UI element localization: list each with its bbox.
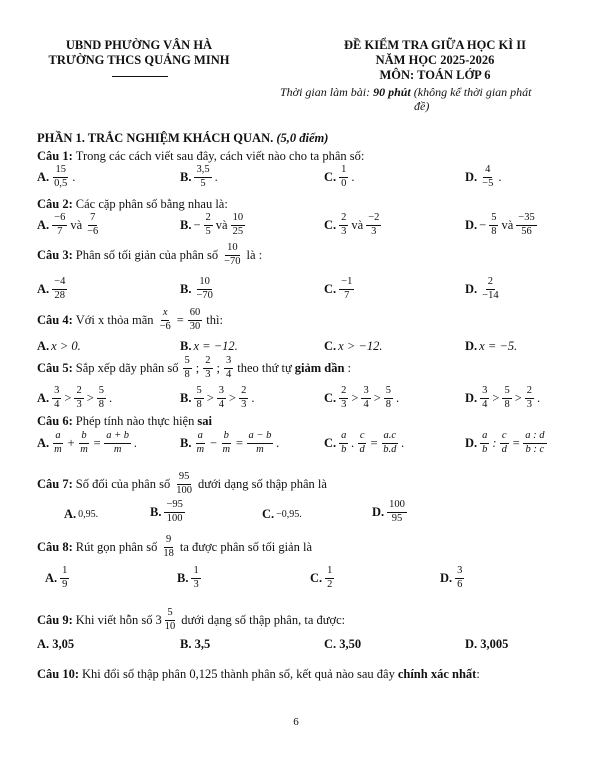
q7-option-c[interactable]: C. −0,95. [262,507,302,521]
q5-option-b[interactable]: B. $\frac{5}{8}$ > $\frac{3}{4}$ > $\frac{2}{3}$ . [180,385,255,410]
q9-option-b[interactable]: B. 3,5 [180,637,211,651]
q3-option-a[interactable]: A. $\frac{-4}{28}$ [37,276,66,301]
header-divider [112,76,168,77]
subject: MÔN: TOÁN LỚP 6 [379,68,491,82]
question-3: Câu 3: Phân số tối giản của phân số $\frac{10}{-70}$ là : [37,242,263,267]
question-5: Câu 5: Sắp xếp dãy phân số $\frac{5}{8}$ ; $\frac{2}{3}$ ; $\frac{3}{4}$ theo thứ tự giảm dần : [37,355,351,380]
question-6: Câu 6: Phép tính nào thực hiện sai [37,414,212,428]
exam-duration-cont: đề) [414,99,430,113]
q9-option-a[interactable]: A. 3,05 [37,637,75,651]
q4-option-b[interactable]: B. x = −12. [180,339,238,353]
q1-option-a[interactable]: A. $\frac{15}{0,5}$ . [37,164,76,189]
question-4: Câu 4: Với x thỏa mãn $\frac{x}{-6}$ = $\frac{60}{30}$ thì: [37,307,223,332]
q9-option-d[interactable]: D. 3,005 [465,637,509,651]
q2-option-c[interactable]: C. $\frac{2}{3}$ và $\frac{-2}{3}$ [324,212,380,237]
question-2: Câu 2: Các cặp phân số bằng nhau là: [37,197,228,211]
page-number: 6 [293,716,299,728]
q1-option-b[interactable]: B. $\frac{3,5}{5}$ . [180,164,218,189]
q4-option-c[interactable]: C. x > −12. [324,339,383,353]
q7-option-b[interactable]: B. $\frac{-95}{100}$ [150,499,183,524]
department-name: UBND PHƯỜNG VÂN HÀ [65,38,213,52]
q3-option-b[interactable]: B. $\frac{10}{-70}$ [180,276,213,301]
q1-option-c[interactable]: C. $\frac{1}{0}$ . [324,164,355,189]
q8-option-d[interactable]: D. $\frac{3}{6}$ [440,565,463,590]
q6-option-d[interactable]: D. $\frac{a}{b}$ : $\frac{c}{d}$ = $\frac{a : d}{b : c}$ [465,430,545,455]
q2-option-b[interactable]: B. − $\frac{2}{5}$ và $\frac{10}{25}$ [180,212,244,237]
q3-option-c[interactable]: C. $\frac{-1}{7}$ [324,276,353,301]
school-name: TRƯỜNG THCS QUẢNG MINH [48,53,230,67]
q2-option-a[interactable]: A. $\frac{-6}{7}$ và $\frac{7}{-6}$ [37,212,99,237]
q4-option-d[interactable]: D. x = −5. [465,339,518,353]
q9-option-c[interactable]: C. 3,50 [324,637,362,651]
question-10: Câu 10: Khi đổi số thập phân 0,125 thành phân số, kết quả nào sau đây chính xác nhất : [37,667,480,681]
question-8: Câu 8: Rút gọn phân số $\frac{9}{18}$ ta được phân số tối giản là [37,534,312,559]
question-7: Câu 7: Số đối của phân số $\frac{95}{100}$ dưới dạng số thập phân là [37,471,327,496]
q5-option-c[interactable]: C. $\frac{2}{3}$ > $\frac{3}{4}$ > $\frac{5}{8}$ . [324,385,400,410]
q8-option-b[interactable]: B. $\frac{1}{3}$ [177,565,199,590]
q5-option-d[interactable]: D. $\frac{3}{4}$ > $\frac{5}{8}$ > $\frac{2}{3}$ . [465,385,541,410]
exam-duration: Thời gian làm bài: 90 phút (không kể thời gian phát [280,85,532,99]
q7-option-d[interactable]: D. $\frac{100}{95}$ [372,499,405,524]
school-year: NĂM HỌC 2025-2026 [375,53,495,67]
q7-option-a[interactable]: A. 0,95. [64,507,99,521]
q6-option-b[interactable]: B. $\frac{a}{m}$ − $\frac{b}{m}$ = $\frac{a - b}{m}$ . [180,430,280,455]
q6-option-a[interactable]: A. $\frac{a}{m}$ + $\frac{b}{m}$ = $\frac{a + b}{m}$ . [37,430,138,455]
q6-option-c[interactable]: C. $\frac{a}{b}$ . $\frac{c}{d}$ = $\frac{a.c}{b.d}$ . [324,430,405,455]
q8-option-c[interactable]: C. $\frac{1}{2}$ [310,565,333,590]
q8-option-a[interactable]: A. $\frac{1}{9}$ [45,565,68,590]
q1-option-d[interactable]: D. $\frac{4}{-5}$ . [465,164,502,189]
exam-title: ĐỀ KIỂM TRA GIỮA HỌC KÌ II [344,38,526,52]
question-1: Câu 1: Trong các cách viết sau đây, cách viết nào cho ta phân số: [37,149,365,163]
q2-option-d[interactable]: D. − $\frac{5}{8}$ và $\frac{-35}{56}$ [465,212,535,237]
section-title: PHẦN 1. TRẮC NGHIỆM KHÁCH QUAN. (5,0 điểm) [37,131,329,145]
q3-option-d[interactable]: D. $\frac{2}{-14}$ [465,276,499,301]
q4-option-a[interactable]: A. x > 0. [37,339,81,353]
question-9: Câu 9: Khi viết hỗn số 3 $\frac{5}{10}$ dưới dạng số thập phân, ta được: [37,607,346,632]
q5-option-a[interactable]: A. $\frac{3}{4}$ > $\frac{2}{3}$ > $\frac{5}{8}$ . [37,385,113,410]
